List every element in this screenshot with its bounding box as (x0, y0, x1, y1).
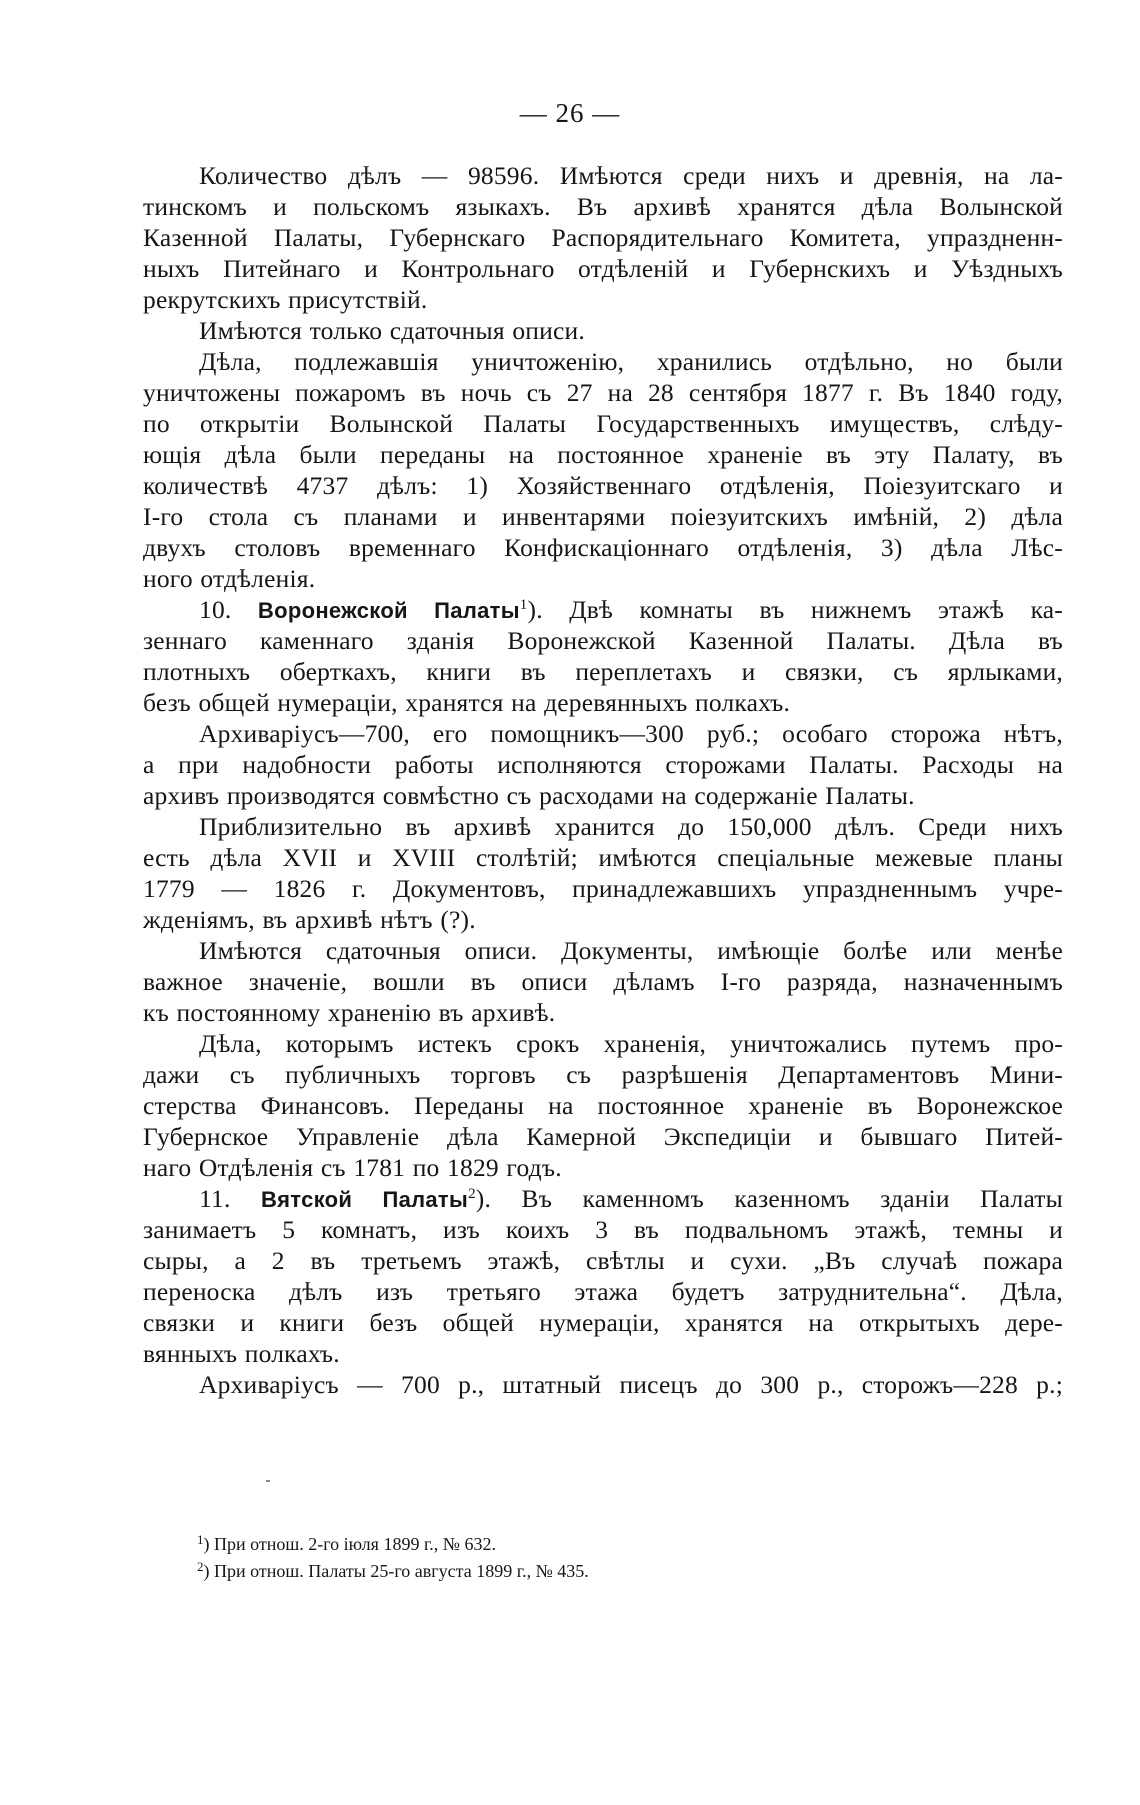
text-line: есть дѣла XVII и XVIII столѣтій; имѣются спеціальные межевые планы (143, 843, 1063, 872)
text-line: ). Двѣ комнаты въ нижнемъ этажѣ ка- (527, 595, 1063, 624)
text-line: ющія дѣла были переданы на постоянное храненіе въ эту Палату, въ (143, 440, 1063, 469)
text-line: жденіямъ, въ архивѣ нѣтъ (?). (143, 905, 476, 934)
section-number: 10. (199, 595, 258, 624)
text-line: двухъ столовъ временнаго Конфискаціоннаго отдѣленія, 3) дѣла Лѣс- (143, 533, 1063, 562)
footnote-mark: 2 (197, 1559, 204, 1574)
text-line: уничтожены пожаромъ въ ночь съ 27 на 28 сентября 1877 г. Въ 1840 году, (143, 378, 1063, 407)
text-line: Имѣются только сдаточныя описи. (199, 316, 585, 345)
body-text (143, 160, 1063, 1400)
text-line: Архиваріусъ—700, его помощникъ—300 руб.; особаго сторожа нѣтъ, (199, 719, 1063, 748)
text-line: Количество дѣлъ — 98596. Имѣются среди нихъ и древнія, на ла- (199, 161, 1063, 190)
text-line: Приблизительно въ архивѣ хранится до 150,000 дѣлъ. Среди нихъ (199, 812, 1063, 841)
footnotes (197, 1531, 897, 1585)
section-title: Воронежской Палаты (257, 598, 520, 623)
text-line: Архиваріусъ — 700 р., штатный писецъ до 300 р., сторожъ—228 р.; (199, 1370, 1063, 1399)
text-line: зеннаго каменнаго зданія Воронежской Казенной Палаты. Дѣла въ (143, 626, 1063, 655)
print-speck (266, 1480, 270, 1482)
text-line: плотныхъ оберткахъ, книги въ переплетахъ и связки, съ ярлыками, (143, 657, 1063, 686)
text-line: сыры, а 2 въ третьемъ этажѣ, свѣтлы и сухи. „Въ случаѣ пожара (143, 1246, 1063, 1275)
text-line: дажи съ публичныхъ торговъ съ разрѣшенія Департаментовъ Мини- (143, 1060, 1063, 1089)
text-line: тинскомъ и польскомъ языкахъ. Въ архивѣ хранятся дѣла Волынской (143, 192, 1063, 221)
section-heading-line (143, 594, 1063, 625)
text-line: 1779 — 1826 г. Документовъ, принадлежавшихъ упраздненнымъ учре- (143, 874, 1063, 903)
text-line: архивъ производятся совмѣстно съ расходами на содержаніе Палаты. (143, 781, 915, 810)
text-line: ныхъ Питейнаго и Контрольнаго отдѣленій и Губернскихъ и Уѣздныхъ (143, 254, 1063, 283)
footnote-text: ) При отнош. 2-го іюля 1899 г., № 632. (203, 1534, 496, 1554)
text-line: занимаетъ 5 комнатъ, изъ коихъ 3 въ подвальномъ этажѣ, темны и (143, 1215, 1063, 1244)
text-line: I-го стола съ планами и инвентарями поіезуитскихъ имѣній, 2) дѣла (143, 502, 1063, 531)
text-line: наго Отдѣленія съ 1781 по 1829 годъ. (143, 1153, 562, 1182)
text-line: рекрутскихъ присутствій. (143, 285, 428, 314)
text-line: Дѣла, которымъ истекъ срокъ храненія, уничтожались путемъ про- (199, 1029, 1063, 1058)
text-line: переноска дѣлъ изъ третьяго этажа будетъ затруднительна“. Дѣла, (143, 1277, 1063, 1306)
section-title: Вятской Палаты (260, 1187, 469, 1212)
page-number: — 26 — (519, 98, 621, 128)
footnote (197, 1531, 897, 1558)
text-line: связки и книги безъ общей нумераціи, хранятся на открытыхъ дере- (143, 1308, 1063, 1337)
text-line: Губернское Управленіе дѣла Камерной Экспедиціи и бывшаго Питей- (143, 1122, 1063, 1151)
text-line: ного отдѣленія. (143, 564, 316, 593)
text-line: безъ общей нумераціи, хранятся на деревянныхъ полкахъ. (143, 688, 791, 717)
section-heading-line (143, 1183, 1063, 1214)
text-line: важное значеніе, вошли въ описи дѣламъ I-го разряда, назначеннымъ (143, 967, 1063, 996)
footnote (197, 1558, 897, 1585)
footnote-ref: 2 (468, 1186, 476, 1202)
text-line: ). Въ каменномъ казенномъ зданіи Палаты (475, 1184, 1063, 1213)
text-line: къ постоянному храненію въ архивѣ. (143, 998, 556, 1027)
footnote-text: ) При отнош. Палаты 25-го августа 1899 г., № 435. (203, 1561, 589, 1581)
text-line: стерства Финансовъ. Переданы на постоянное храненіе въ Воронежское (143, 1091, 1063, 1120)
text-line: а при надобности работы исполняются сторожами Палаты. Расходы на (143, 750, 1063, 779)
text-line: по открытіи Волынской Палаты Государственныхъ имуществъ, слѣду- (143, 409, 1063, 438)
text-line: Дѣла, подлежавшія уничтоженію, хранились отдѣльно, но были (199, 347, 1063, 376)
section-number: 11. (199, 1184, 261, 1213)
text-line: Имѣются сдаточныя описи. Документы, имѣющіе болѣе или менѣе (199, 936, 1063, 965)
text-line: количествѣ 4737 дѣлъ: 1) Хозяйственнаго отдѣленія, Поіезуитскаго и (143, 471, 1063, 500)
text-line: вянныхъ полкахъ. (143, 1339, 340, 1368)
text-line: Казенной Палаты, Губернскаго Распорядительнаго Комитета, упраздненн- (143, 223, 1063, 252)
footnote-ref: 1 (519, 597, 528, 613)
footnote-mark: 1 (197, 1532, 204, 1547)
